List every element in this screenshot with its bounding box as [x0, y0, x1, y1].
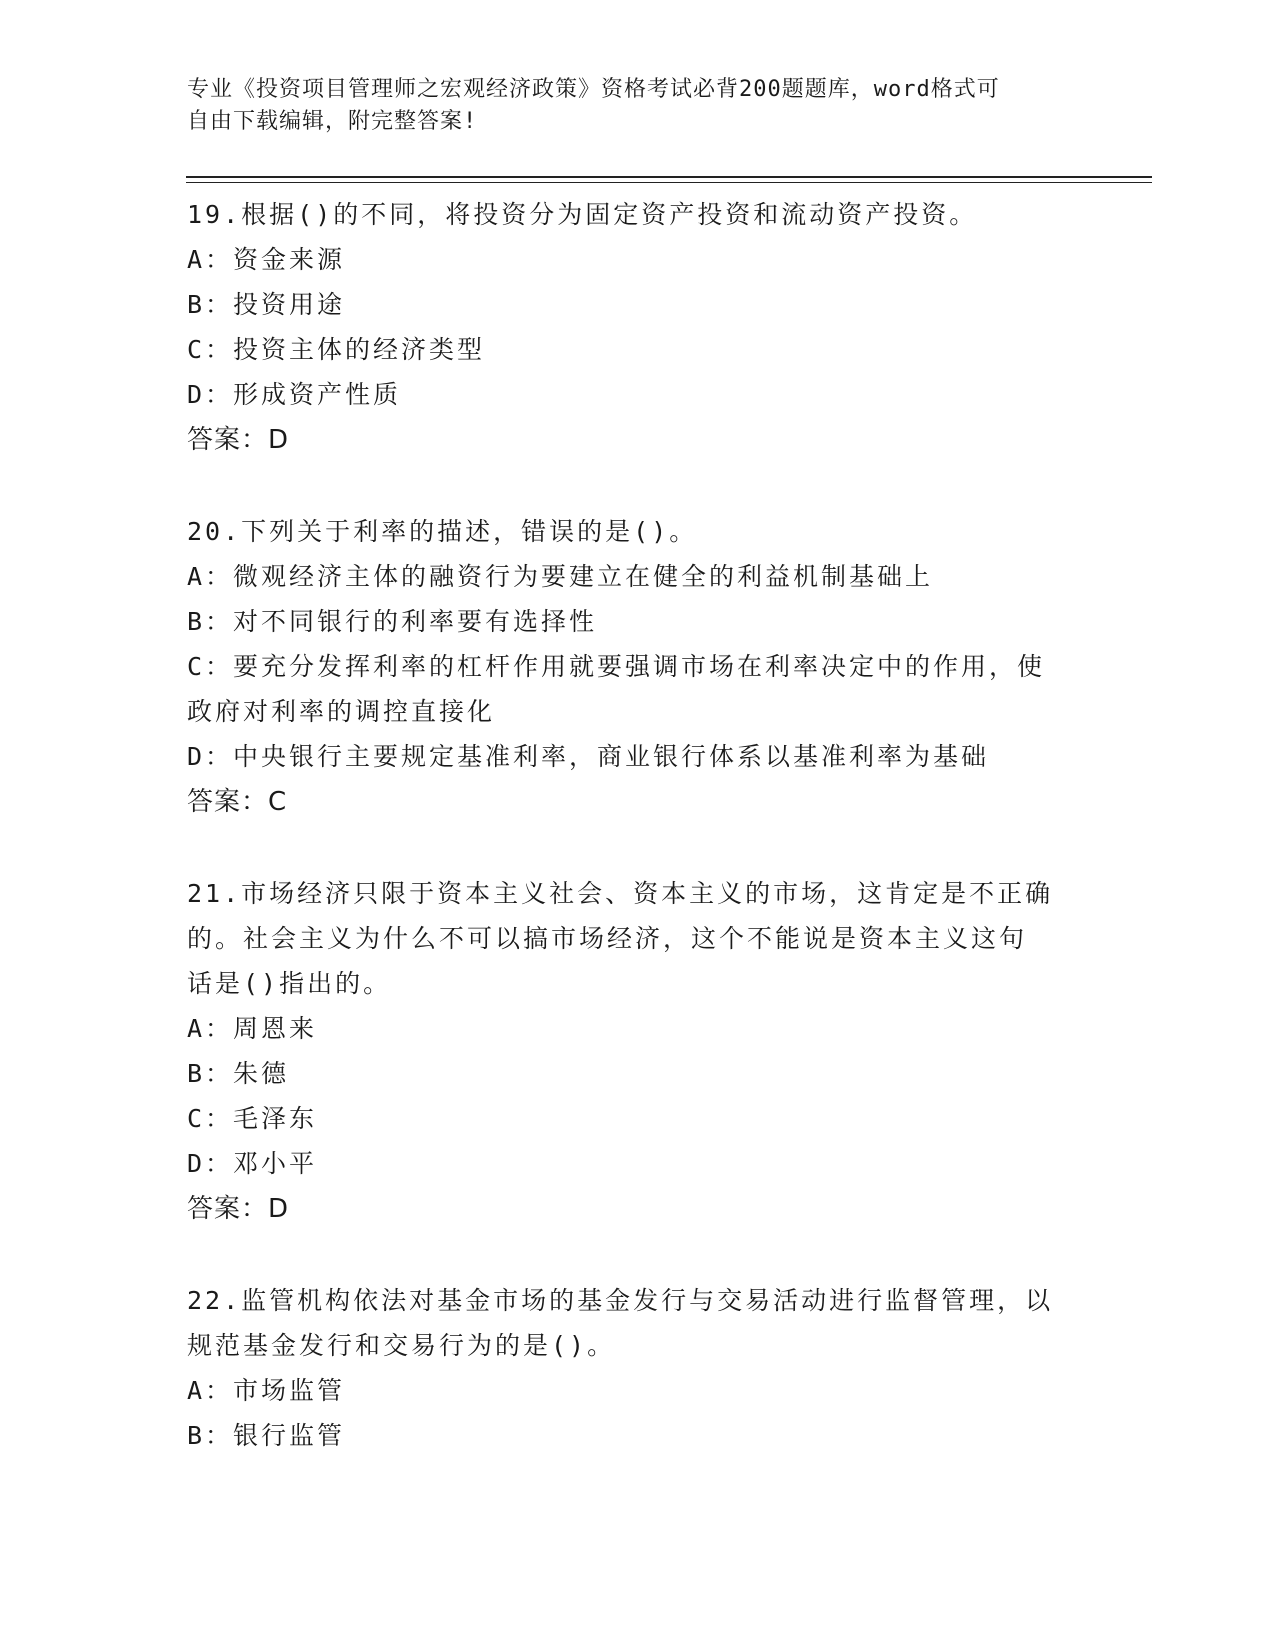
- option-b: B：银行监管: [187, 1421, 346, 1450]
- option-a: A：微观经济主体的融资行为要建立在健全的利益机制基础上: [187, 562, 934, 591]
- question-stem-continued: 话是()指出的。: [187, 969, 392, 998]
- question-stem: 20.下列关于利率的描述，错误的是()。: [187, 517, 698, 546]
- option-b: B：投资用途: [187, 290, 346, 319]
- header-divider-thin: [186, 182, 1152, 183]
- option-d: D：形成资产性质: [187, 380, 402, 409]
- question-stem: 21.市场经济只限于资本主义社会、资本主义的市场，这肯定是不正确: [187, 879, 1054, 908]
- answer: 答案：D: [187, 425, 290, 455]
- option-b: B：对不同银行的利率要有选择性: [187, 607, 598, 636]
- question-22: [187, 1278, 1087, 1458]
- question-20: [187, 509, 1087, 825]
- header-line-2: 自由下载编辑，附完整答案!: [187, 109, 478, 134]
- option-a: A：周恩来: [187, 1014, 318, 1043]
- option-c: C：要充分发挥利率的杠杆作用就要强调市场在利率决定中的作用，使: [187, 652, 1046, 681]
- option-c-continued: 政府对利率的调控直接化: [187, 697, 496, 726]
- answer: 答案：D: [187, 1194, 290, 1224]
- question-stem: 19.根据()的不同，将投资分为固定资产投资和流动资产投资。: [187, 200, 978, 229]
- option-c: C：毛泽东: [187, 1104, 318, 1133]
- question-21: [187, 871, 1087, 1232]
- option-d: D：中央银行主要规定基准利率，商业银行体系以基准利率为基础: [187, 742, 990, 771]
- question-stem: 22.监管机构依法对基金市场的基金发行与交易活动进行监督管理，以: [187, 1286, 1054, 1315]
- option-b: B：朱德: [187, 1059, 290, 1088]
- answer: 答案：C: [187, 787, 288, 817]
- header-line-1: 专业《投资项目管理师之宏观经济政策》资格考试必背200题题库，word格式可: [187, 77, 1000, 102]
- option-a: A：资金来源: [187, 245, 346, 274]
- option-d: D：邓小平: [187, 1149, 318, 1178]
- document-header: [187, 74, 1067, 138]
- header-divider-thick: [186, 176, 1152, 178]
- option-c: C：投资主体的经济类型: [187, 335, 486, 364]
- option-a: A：市场监管: [187, 1376, 346, 1405]
- question-list: [187, 192, 1087, 1504]
- question-stem-continued: 的。社会主义为什么不可以搞市场经济，这个不能说是资本主义这句: [187, 924, 1028, 953]
- question-19: [187, 192, 1087, 463]
- question-stem-continued: 规范基金发行和交易行为的是()。: [187, 1331, 616, 1360]
